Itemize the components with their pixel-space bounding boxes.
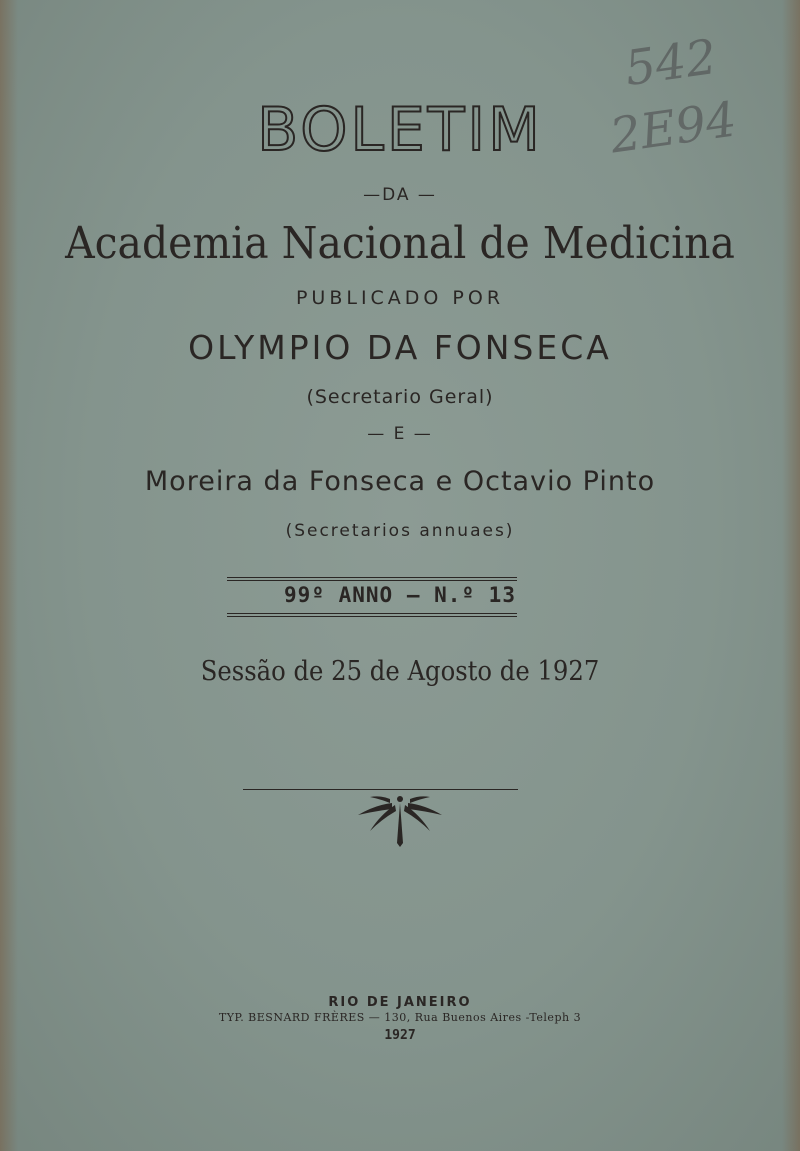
connector-da: —DA — bbox=[363, 185, 437, 205]
issue-number: 99º ANNO — N.º 13 bbox=[284, 583, 516, 607]
printer-imprint: TYP. BESNARD FRÈRES — 130, Rua Buenos Aires -Teleph 3 bbox=[218, 1011, 582, 1024]
coauthors-names: Moreira da Fonseca e Octavio Pinto bbox=[144, 466, 656, 497]
author-name: OLYMPIO DA FONSECA bbox=[188, 328, 612, 367]
published-by: PUBLICADO POR bbox=[295, 287, 505, 309]
coauthors-role: (Secretarios annuaes) bbox=[285, 521, 515, 541]
shelfmark-line-2: 2E94 bbox=[606, 91, 740, 165]
issue-rule-top bbox=[227, 577, 517, 578]
publication-year: 1927 bbox=[384, 1028, 416, 1043]
session-date: Sessão de 25 de Agosto de 1927 bbox=[200, 656, 600, 687]
issue-rule-top-2 bbox=[227, 580, 517, 581]
right-edge-stain bbox=[782, 0, 800, 1151]
fleuron-ornament bbox=[340, 785, 460, 850]
city: RIO DE JANEIRO bbox=[328, 995, 472, 1010]
shelfmark-line-1: 542 bbox=[621, 28, 721, 98]
left-edge-stain bbox=[0, 0, 18, 1151]
issue-rule-bottom bbox=[227, 613, 517, 614]
cover-title: BOLETIM bbox=[257, 95, 543, 165]
author-role: (Secretario Geral) bbox=[306, 386, 494, 408]
issue-rule-bottom-2 bbox=[227, 616, 517, 617]
institution-name: Academia Nacional de Medicina bbox=[65, 218, 735, 269]
connector-e: — E — bbox=[367, 424, 433, 444]
